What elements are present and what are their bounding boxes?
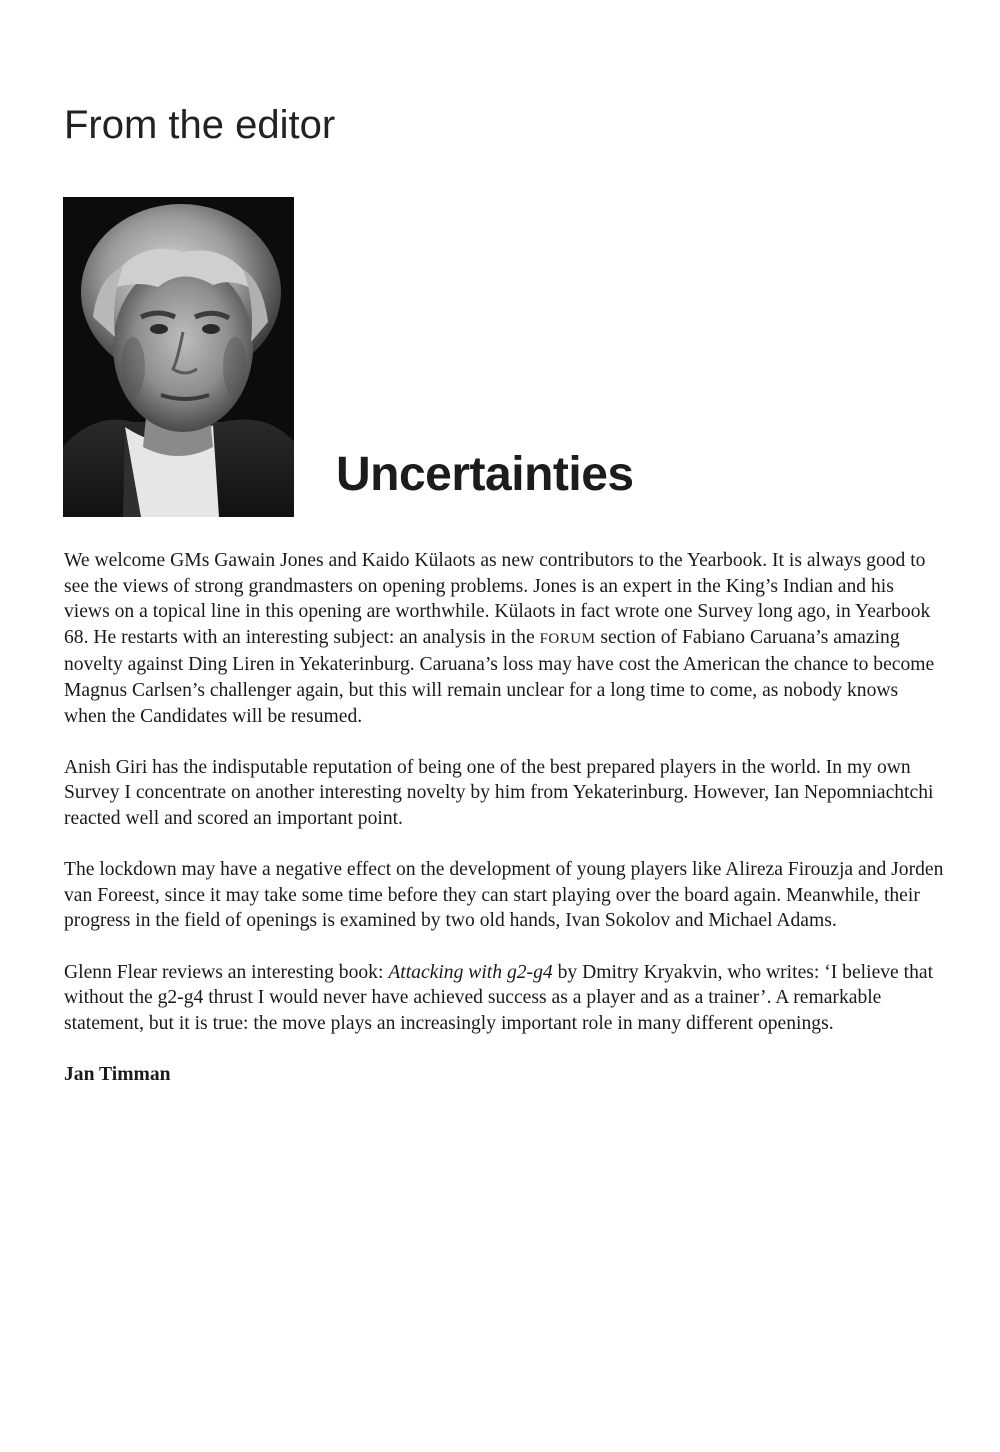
paragraph-4-text-cont: by Dmitry Kryakvin, who writes: ‘I believe that without the g2-g4 thrust I would never have achieved success as a player and as a trainer’. A remarkable statement, but it is true: the move plays an increasingly important role in many different openings. xyxy=(64,961,934,1034)
paragraph-1-text-cont: section of Fabiano Caruana’s amazing novelty against Ding Liren in Yekaterinburg. Caruana’s loss may have cost the American the chance to become Magnus Carlsen’s challenger again, but this will remain unclear for a long time to come, as nobody knows when the Candidates will be resumed. xyxy=(64,626,935,727)
portrait-photo xyxy=(63,197,294,517)
paragraph-1 xyxy=(64,548,944,729)
paragraph-2: Anish Giri has the indisputable reputation of being one of the best prepared players in the world. In my own Survey I concentrate on another interesting novelty by him from Yekaterinburg. However, Ian Nepomniachtchi reacted well and scored an important point. xyxy=(64,756,934,829)
author-signature: Jan Timman xyxy=(64,1063,171,1085)
article-body xyxy=(64,548,944,1113)
paragraph-1-text: We welcome GMs Gawain Jones and Kaido Külaots as new contributors to the Yearbook. It is always good to see the views of strong grandmasters on opening problems. Jones is an expert in the King’s Indian and his views on a topical line in this opening are worthwhile. Külaots in fact wrote one Survey long ago, in Yearbook 68. He restarts with an interesting subject: an analysis in the xyxy=(64,550,931,648)
paragraph-4 xyxy=(64,960,944,1037)
author-portrait xyxy=(63,197,294,517)
book-title: Attacking with g2-g4 xyxy=(388,961,553,983)
paragraph-4-text: Glenn Flear reviews an interesting book: xyxy=(64,961,384,983)
section-heading: From the editor xyxy=(64,103,336,147)
forum-section-label: FORUM xyxy=(539,630,596,647)
article-title: Uncertainties xyxy=(336,448,634,501)
paragraph-3: The lockdown may have a negative effect on the development of young players like Alireza Firouzja and Jorden van Foreest, since it may take some time before they can start playing over the board again. Meanwhile, their progress in the field of openings is examined by two old hands, Ivan Sokolov and Michael Adams. xyxy=(64,859,944,932)
